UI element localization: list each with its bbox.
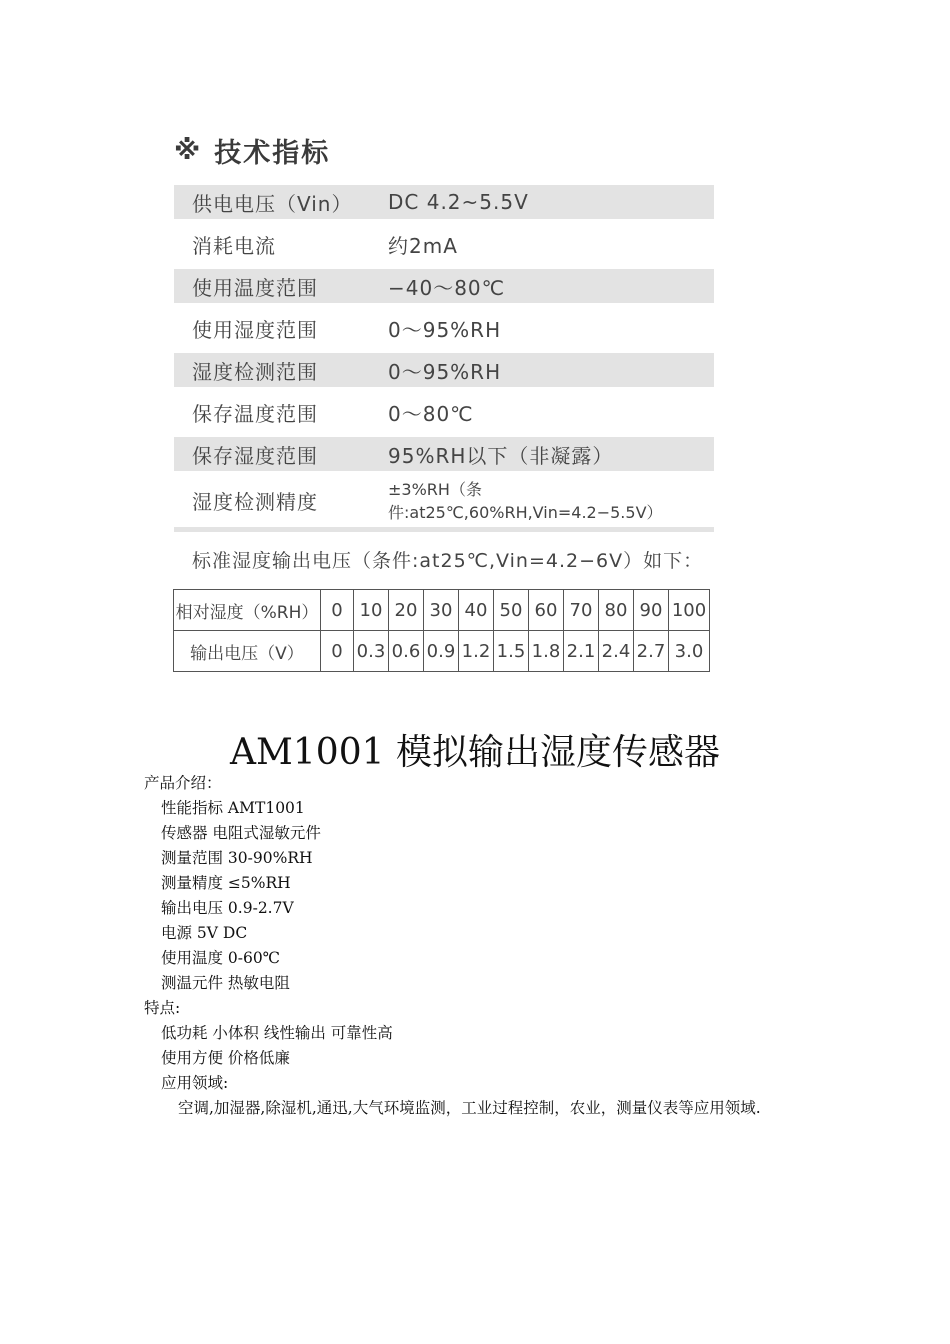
table-cell: 1.8 xyxy=(529,631,564,672)
table-cell: 70 xyxy=(564,590,599,631)
table-cell: 50 xyxy=(494,590,529,631)
spec-row xyxy=(174,353,714,387)
list-item: 性能指标 AMT1001 xyxy=(161,799,305,817)
spec-row xyxy=(174,185,714,219)
table-cell: 0 xyxy=(321,631,354,672)
spec-row xyxy=(174,437,714,471)
spec-row xyxy=(174,311,714,345)
list-item: 使用温度 0-60℃ xyxy=(161,949,281,967)
document-body xyxy=(144,771,761,1121)
table-row-label: 输出电压（V） xyxy=(174,631,321,672)
spec-image xyxy=(174,124,714,574)
list-item: 测量精度 ≤5%RH xyxy=(161,874,291,892)
table-row xyxy=(174,631,710,672)
table-cell: 80 xyxy=(599,590,634,631)
table-cell: 20 xyxy=(389,590,424,631)
spec-value: 约2mA xyxy=(388,233,458,258)
spec-label: 消耗电流 xyxy=(192,233,276,258)
document-title: AM1001 模拟输出湿度传感器 xyxy=(230,732,720,773)
spec-value: 0～95%RH xyxy=(388,359,502,384)
table-cell: 40 xyxy=(459,590,494,631)
spec-label: 保存温度范围 xyxy=(192,401,318,426)
spec-heading-text: 技术指标 xyxy=(214,137,331,169)
table-cell: 0.9 xyxy=(424,631,459,672)
spec-row xyxy=(174,227,714,261)
table-cell: 10 xyxy=(354,590,389,631)
list-item: 使用方便 价格低廉 xyxy=(161,1049,290,1067)
spec-value: ±3%RH（条件:at25℃,60%RH,Vin=4.2−5.5V） xyxy=(388,480,663,522)
table-cell: 1.2 xyxy=(459,631,494,672)
table-cell: 2.4 xyxy=(599,631,634,672)
spec-value: 0～95%RH xyxy=(388,317,502,342)
table-cell: 2.7 xyxy=(634,631,669,672)
spec-divider xyxy=(174,527,714,532)
spec-label: 保存湿度范围 xyxy=(192,443,318,468)
spec-note: 标准湿度输出电压（条件:at25℃,Vin=4.2−6V）如下： xyxy=(192,550,704,572)
spec-row xyxy=(174,395,714,429)
list-item: 测量范围 30-90%RH xyxy=(161,849,313,867)
spec-value: −40～80℃ xyxy=(388,275,506,300)
reference-mark-icon: ※ xyxy=(174,134,203,166)
spec-label: 使用温度范围 xyxy=(192,275,318,300)
table-cell: 2.1 xyxy=(564,631,599,672)
spec-row xyxy=(174,479,714,521)
table-row xyxy=(174,590,710,631)
voltage-table xyxy=(173,589,710,672)
table-cell: 60 xyxy=(529,590,564,631)
spec-label: 湿度检测范围 xyxy=(192,359,318,384)
list-item: 输出电压 0.9-2.7V xyxy=(161,899,294,917)
spec-row xyxy=(174,269,714,303)
application-text: 空调,加湿器,除湿机,通迅,大气环境监测，工业过程控制，农业，测量仪表等应用领域. xyxy=(178,1099,761,1117)
section-heading: 应用领域: xyxy=(161,1074,229,1092)
table-row-label: 相对湿度（%RH） xyxy=(174,590,321,631)
spec-label: 湿度检测精度 xyxy=(192,489,318,514)
list-item: 传感器 电阻式湿敏元件 xyxy=(161,824,321,842)
spec-value: 95%RH以下（非凝露） xyxy=(388,443,614,468)
table-cell: 30 xyxy=(424,590,459,631)
section-heading: 特点: xyxy=(144,999,181,1017)
section-heading: 产品介绍： xyxy=(144,774,222,792)
list-item: 低功耗 小体积 线性输出 可靠性高 xyxy=(161,1024,393,1042)
table-cell: 0.3 xyxy=(354,631,389,672)
spec-value: 0～80℃ xyxy=(388,401,474,426)
spec-label: 使用湿度范围 xyxy=(192,317,318,342)
list-item: 测温元件 热敏电阻 xyxy=(161,974,290,992)
spec-value: DC 4.2~5.5V xyxy=(388,190,529,214)
spec-heading xyxy=(174,124,714,176)
table-cell: 90 xyxy=(634,590,669,631)
table-cell: 0.6 xyxy=(389,631,424,672)
table-cell: 3.0 xyxy=(669,631,710,672)
spec-label: 供电电压（Vin） xyxy=(192,191,353,216)
table-cell: 100 xyxy=(669,590,710,631)
table-cell: 0 xyxy=(321,590,354,631)
table-cell: 1.5 xyxy=(494,631,529,672)
list-item: 电源 5V DC xyxy=(161,924,248,942)
